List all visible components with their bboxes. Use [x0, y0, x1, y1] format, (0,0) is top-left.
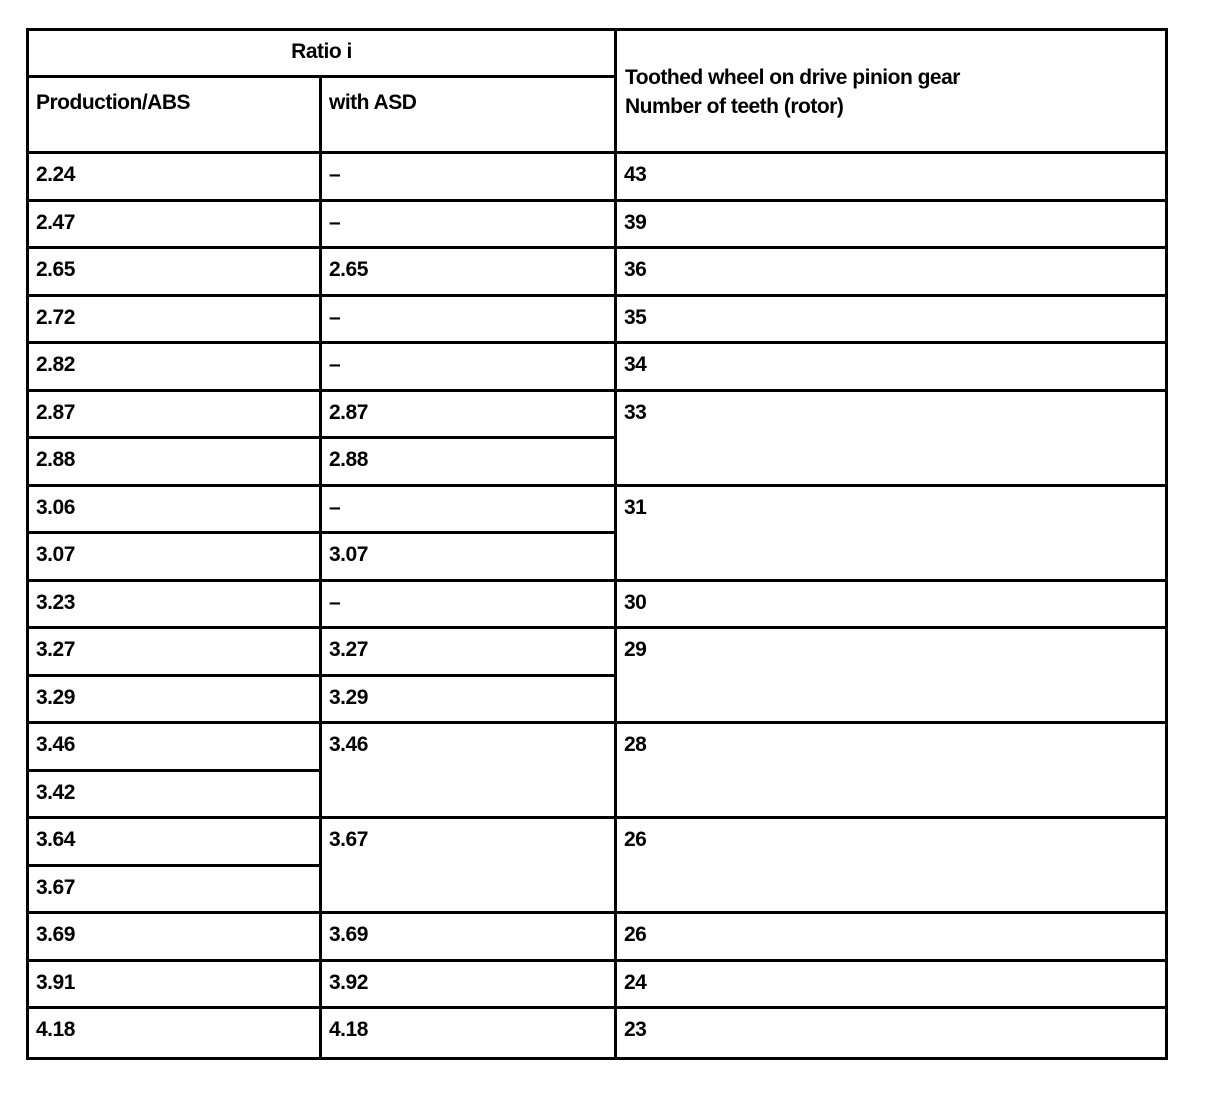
teeth-count-cell: 26	[617, 819, 1165, 914]
teeth-header-line1: Toothed wheel on drive pinion gear	[625, 66, 960, 89]
asd-ratio-cell: 3.46	[322, 724, 617, 819]
asd-ratio-cell: 4.18	[322, 1009, 617, 1057]
teeth-count-cell: 29	[617, 629, 1165, 724]
asd-ratio-cell: –	[322, 154, 617, 202]
with-asd-header: with ASD	[322, 78, 617, 154]
production-ratio-cell: 3.91	[29, 962, 322, 1010]
asd-ratio-cell: –	[322, 487, 617, 535]
teeth-count-cell: 28	[617, 724, 1165, 819]
production-ratio-cell: 3.27	[29, 629, 322, 677]
production-ratio-cell: 3.46	[29, 724, 322, 772]
asd-ratio-cell: –	[322, 202, 617, 250]
asd-ratio-cell: 2.87	[322, 392, 617, 440]
production-ratio-cell: 2.82	[29, 344, 322, 392]
production-ratio-cell: 3.67	[29, 867, 322, 915]
ratio-header: Ratio i	[29, 31, 617, 78]
production-ratio-cell: 3.64	[29, 819, 322, 867]
teeth-count-cell: 36	[617, 249, 1165, 297]
production-ratio-cell: 2.24	[29, 154, 322, 202]
teeth-count-cell: 33	[617, 392, 1165, 487]
production-ratio-cell: 3.42	[29, 772, 322, 820]
production-abs-header: Production/ABS	[29, 78, 322, 154]
teeth-count-cell: 43	[617, 154, 1165, 202]
teeth-header-line2: Number of teeth (rotor)	[625, 95, 844, 119]
production-ratio-cell: 4.18	[29, 1009, 322, 1057]
production-ratio-cell: 3.29	[29, 677, 322, 725]
asd-ratio-cell: 3.92	[322, 962, 617, 1010]
teeth-count-cell: 24	[617, 962, 1165, 1010]
production-ratio-cell: 3.06	[29, 487, 322, 535]
production-ratio-cell: 3.23	[29, 582, 322, 630]
teeth-count-cell: 39	[617, 202, 1165, 250]
asd-ratio-cell: 2.65	[322, 249, 617, 297]
production-ratio-cell: 3.07	[29, 534, 322, 582]
production-ratio-cell: 2.47	[29, 202, 322, 250]
teeth-count-cell: 34	[617, 344, 1165, 392]
production-ratio-cell: 2.87	[29, 392, 322, 440]
teeth-count-cell: 26	[617, 914, 1165, 962]
asd-ratio-cell: 3.29	[322, 677, 617, 725]
production-ratio-cell: 2.88	[29, 439, 322, 487]
teeth-count-cell: 23	[624, 1018, 647, 1042]
teeth-count-cell: 35	[617, 297, 1165, 345]
asd-ratio-cell: –	[322, 344, 617, 392]
teeth-count-cell: 31	[617, 487, 1165, 582]
asd-ratio-cell: 2.88	[322, 439, 617, 487]
production-ratio-cell: 2.65	[29, 249, 322, 297]
teeth-header	[617, 31, 1165, 154]
asd-ratio-cell: 3.07	[322, 534, 617, 582]
production-ratio-cell: 3.69	[29, 914, 322, 962]
gear-ratio-table	[26, 28, 1168, 1060]
asd-ratio-cell: –	[322, 297, 617, 345]
asd-ratio-cell: –	[322, 582, 617, 630]
asd-ratio-cell: 3.69	[322, 914, 617, 962]
production-ratio-cell: 2.72	[29, 297, 322, 345]
asd-ratio-cell: 3.67	[322, 819, 617, 914]
asd-ratio-cell: 3.27	[322, 629, 617, 677]
teeth-count-cell: 30	[617, 582, 1165, 630]
